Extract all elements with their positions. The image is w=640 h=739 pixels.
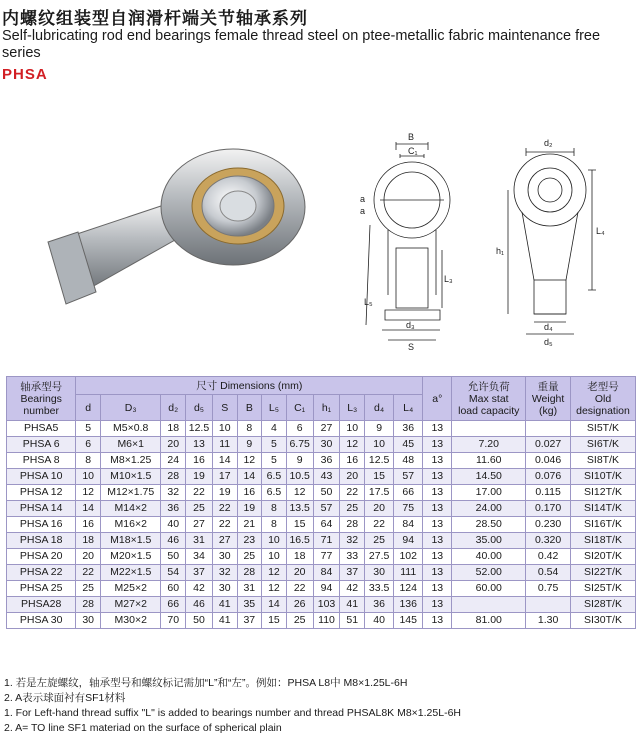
label-d5: d₅ [544,337,553,347]
table-cell: 51 [340,613,365,629]
table-cell: 14 [237,469,262,485]
table-cell: M20×1.5 [101,549,161,565]
table-cell: SI5T/K [570,421,635,437]
table-cell: 13 [423,437,452,453]
table-cell: 25 [76,581,101,597]
table-cell: 0.170 [526,501,571,517]
label-S: S [408,342,415,352]
label-d2: d₂ [544,138,553,148]
table-cell: 20 [76,549,101,565]
table-cell: 19 [237,501,262,517]
table-cell: 46 [161,533,186,549]
table-cell: 84 [313,565,340,581]
table-row [7,453,636,469]
table-cell: 110 [313,613,340,629]
table-cell: 20 [340,469,365,485]
table-cell: 32 [161,485,186,501]
table-cell: 0.54 [526,565,571,581]
table-cell: M30×2 [101,613,161,629]
table-cell: 13 [423,597,452,613]
table-cell: PHSA 6 [7,437,76,453]
label-L4: L₄ [596,226,605,236]
table-cell: 33 [340,549,365,565]
table-cell: 13 [423,533,452,549]
table-cell: M10×1.5 [101,469,161,485]
header-dim-col: S [212,395,237,421]
header-a: a° [423,377,452,421]
table-cell: SI16T/K [570,517,635,533]
table-cell: 5 [76,421,101,437]
table-row [7,421,636,437]
table-cell: SI20T/K [570,549,635,565]
table-cell: 28 [161,469,186,485]
table-cell: 136 [394,597,423,613]
table-cell: 50 [186,613,213,629]
table-cell: 16 [340,453,365,469]
table-cell: 0.42 [526,549,571,565]
note-en-2: 2. A= TO line SF1 materiad on the surface of spherical plain [4,722,282,734]
table-cell [526,421,571,437]
label-a2: a [360,206,366,216]
table-cell: 45 [394,437,423,453]
table-cell: 145 [394,613,423,629]
table-cell: 22 [286,581,313,597]
table-row [7,549,636,565]
table-cell: 18 [76,533,101,549]
header-dim-col: L₅ [262,395,287,421]
table-cell: 43 [313,469,340,485]
table-cell: 10 [262,549,287,565]
header-bearings: 轴承型号 Bearings number [7,377,76,421]
table-cell: SI6T/K [570,437,635,453]
table-cell: 18 [286,549,313,565]
table-row [7,501,636,517]
table-cell: 50 [313,485,340,501]
table-cell: 25 [186,501,213,517]
table-cell: 37 [237,613,262,629]
table-cell: 48 [394,453,423,469]
header-dimensions: 尺寸 Dimensions (mm) [76,377,423,395]
table-cell: PHSA 14 [7,501,76,517]
table-row [7,565,636,581]
notes [4,676,461,736]
table-cell: 4 [262,421,287,437]
table-cell: 54 [161,565,186,581]
table-cell: 25 [237,549,262,565]
table-cell: 40.00 [452,549,526,565]
dimension-drawing [330,130,630,365]
table-cell: 9 [365,421,394,437]
label-d4: d₄ [544,322,553,332]
table-cell: 10.5 [286,469,313,485]
label-h1: h₁ [496,246,505,256]
table-cell: 35 [237,597,262,613]
header-dim-col: L₃ [340,395,365,421]
table-cell: 16 [237,485,262,501]
table-row [7,469,636,485]
table-cell: M8×1.25 [101,453,161,469]
table-cell: 20 [161,437,186,453]
table-cell: 10 [212,421,237,437]
table-cell: 14.50 [452,469,526,485]
table-cell: 26 [286,597,313,613]
table-cell: 16 [76,517,101,533]
table-cell: 12 [76,485,101,501]
table-row [7,597,636,613]
table-cell: 12 [286,485,313,501]
table-cell: 13 [423,421,452,437]
table-cell: 22 [212,501,237,517]
table-cell: 13 [423,613,452,629]
table-row [7,437,636,453]
table-cell: 10 [262,533,287,549]
table-cell: 31 [186,533,213,549]
header-dim-col: L₄ [394,395,423,421]
table-cell [452,421,526,437]
table-cell: 41 [340,597,365,613]
table-cell: 30 [212,549,237,565]
header-dim-col: d₄ [365,395,394,421]
table-cell: 28 [76,597,101,613]
label-d3: d₃ [406,320,415,330]
table-cell: 46 [186,597,213,613]
table-cell: 15 [365,469,394,485]
table-cell: 52.00 [452,565,526,581]
table-cell: PHSA 8 [7,453,76,469]
header-old: 老型号 Old designation [570,377,635,421]
table-cell: 13 [423,453,452,469]
table-cell: 32 [212,565,237,581]
table-cell: PHSA 22 [7,565,76,581]
table-cell: PHSA 25 [7,581,76,597]
table-cell: 124 [394,581,423,597]
table-cell: 17.00 [452,485,526,501]
table-cell: 10 [76,469,101,485]
table-cell: M12×1.75 [101,485,161,501]
table-cell: 20 [286,565,313,581]
table-cell: 10 [340,421,365,437]
header-dim-col: d [76,395,101,421]
table-cell: 12 [262,565,287,581]
table-cell: 13 [423,469,452,485]
table-cell: 37 [186,565,213,581]
table-cell: 33.5 [365,581,394,597]
table-cell: SI10T/K [570,469,635,485]
table-cell: 1.30 [526,613,571,629]
table-cell: 11.60 [452,453,526,469]
header-dim-col: D₃ [101,395,161,421]
header-dim-col: B [237,395,262,421]
table-cell: 8 [76,453,101,469]
rod-end-bearing-photo [38,142,318,332]
table-cell: 50 [161,549,186,565]
table-cell: 36 [394,421,423,437]
table-cell: 0.027 [526,437,571,453]
table-cell: 0.046 [526,453,571,469]
table-cell: 0.076 [526,469,571,485]
table-row [7,581,636,597]
table-cell: 103 [313,597,340,613]
table-cell: SI22T/K [570,565,635,581]
table-cell: 12.5 [186,421,213,437]
table-cell: 9 [237,437,262,453]
table-cell: 57 [313,501,340,517]
table-cell: 64 [313,517,340,533]
table-cell: 16.5 [286,533,313,549]
table-cell: 102 [394,549,423,565]
table-cell: 31 [237,581,262,597]
table-cell: 94 [394,533,423,549]
table-cell: PHSA28 [7,597,76,613]
table-cell: PHSA 30 [7,613,76,629]
table-cell: 6 [76,437,101,453]
table-cell: 12 [262,581,287,597]
table-cell: 12 [237,453,262,469]
table-cell: M16×2 [101,517,161,533]
table-cell: 0.115 [526,485,571,501]
note-cn-1: 1. 若是左旋螺纹，轴承型号和螺纹标记需加“L”和“左”。例如：PHSA L8中 M8×1.25L-6H [4,677,408,689]
table-cell: 75 [394,501,423,517]
table-cell: 5 [262,453,287,469]
table-cell: 60 [161,581,186,597]
table-cell: SI30T/K [570,613,635,629]
table-cell: 0.230 [526,517,571,533]
table-cell: SI28T/K [570,597,635,613]
table-cell: SI8T/K [570,453,635,469]
table-cell: 0.75 [526,581,571,597]
table-cell: 13 [423,485,452,501]
header-dim-col: C₁ [286,395,313,421]
table-cell: 28 [237,565,262,581]
table-cell: PHSA 20 [7,549,76,565]
table-cell: 41 [212,613,237,629]
header-weight: 重量 Weight (kg) [526,377,571,421]
table-cell: 13 [423,517,452,533]
table-cell: M6×1 [101,437,161,453]
table-cell: 8 [262,501,287,517]
table-cell: 13 [423,581,452,597]
table-cell: 81.00 [452,613,526,629]
table-cell: PHSA 12 [7,485,76,501]
table-cell: 11 [212,437,237,453]
table-cell: 30 [212,581,237,597]
table-cell: 42 [186,581,213,597]
table-cell: 30 [365,565,394,581]
table-cell: M25×2 [101,581,161,597]
table-cell: 14 [262,597,287,613]
table-cell: 25 [340,501,365,517]
table-cell: 6.75 [286,437,313,453]
table-cell: M22×1.5 [101,565,161,581]
table-cell: 36 [161,501,186,517]
note-cn-2: 2. A表示球面衬有SF1材料 [4,692,126,704]
header-dim-col: d₂ [161,395,186,421]
table-cell: 17 [212,469,237,485]
table-cell: PHSA 16 [7,517,76,533]
table-cell: PHSA5 [7,421,76,437]
table-cell: 66 [394,485,423,501]
table-cell: 27 [313,421,340,437]
table-cell: 25 [286,613,313,629]
table-row [7,485,636,501]
table-cell: SI12T/K [570,485,635,501]
header-dim-col: d₅ [186,395,213,421]
table-cell: 30 [76,613,101,629]
table-cell: SI18T/K [570,533,635,549]
table-cell: 7.20 [452,437,526,453]
table-cell: 23 [237,533,262,549]
table-cell: 41 [212,597,237,613]
table-cell: 77 [313,549,340,565]
table-cell: 22 [186,485,213,501]
table-cell: 13 [423,549,452,565]
table-cell: 34 [186,549,213,565]
header-load: 允许负荷 Max stat load capacity [452,377,526,421]
model-code: PHSA [2,66,48,83]
title-english: Self-lubricating rod end bearings female thread steel on ptee-metallic fabric maintenance free series [2,28,601,61]
table-cell: SI25T/K [570,581,635,597]
table-cell: 0.320 [526,533,571,549]
table-cell: 40 [365,613,394,629]
table-cell: 18 [161,421,186,437]
table-cell: PHSA 18 [7,533,76,549]
table-cell: M27×2 [101,597,161,613]
table-cell: 22 [212,517,237,533]
table-cell: 13 [186,437,213,453]
table-cell: 13 [423,565,452,581]
table-cell: 66 [161,597,186,613]
table-cell: 15 [262,613,287,629]
table-cell: 6.5 [262,469,287,485]
table-cell: 24 [161,453,186,469]
table-cell: 20 [365,501,394,517]
table-cell: 84 [394,517,423,533]
table-cell: 24.00 [452,501,526,517]
label-C1: C₁ [408,146,418,156]
table-cell: 25 [365,533,394,549]
table-cell: 37 [340,565,365,581]
table-cell: 22 [365,517,394,533]
table-cell: 35.00 [452,533,526,549]
table-cell: 57 [394,469,423,485]
table-cell: 14 [76,501,101,517]
table-cell: 21 [237,517,262,533]
table-cell: 17.5 [365,485,394,501]
table-cell: 40 [161,517,186,533]
table-row [7,613,636,629]
table-cell: M14×2 [101,501,161,517]
bearing-spec-table [6,376,636,629]
label-B: B [408,132,415,142]
table-cell: 32 [340,533,365,549]
label-a: a [360,194,366,204]
table-cell: 12 [340,437,365,453]
table-cell: 8 [262,517,287,533]
table-cell: 27 [186,517,213,533]
table-cell: 9 [286,453,313,469]
table-cell: 94 [313,581,340,597]
table-cell: 70 [161,613,186,629]
table-cell: 22 [340,485,365,501]
table-cell: 13.5 [286,501,313,517]
table-cell: 6.5 [262,485,287,501]
table-row [7,517,636,533]
table-cell: 28.50 [452,517,526,533]
table-cell: 8 [237,421,262,437]
table-cell: M5×0.8 [101,421,161,437]
table-cell: 36 [365,597,394,613]
label-L3: L₃ [444,274,453,284]
table-cell: 5 [262,437,287,453]
table-cell: 14 [212,453,237,469]
table-cell: PHSA 10 [7,469,76,485]
table-cell: 36 [313,453,340,469]
table-cell: 13 [423,501,452,517]
table-cell: 15 [286,517,313,533]
table-cell: SI14T/K [570,501,635,517]
table-cell: 30 [313,437,340,453]
table-cell: 12.5 [365,453,394,469]
table-cell: 71 [313,533,340,549]
table-row [7,533,636,549]
table-cell: 42 [340,581,365,597]
note-en-1: 1. For Left-hand thread suffix "L" is added to bearings number and thread PHSAL8K M8×1.25L-6H [4,707,461,719]
table-cell: 19 [212,485,237,501]
table-cell: 22 [76,565,101,581]
table-cell: 16 [186,453,213,469]
table-cell: 60.00 [452,581,526,597]
table-cell: M18×1.5 [101,533,161,549]
table-cell [452,597,526,613]
label-L5: L₅ [364,297,373,307]
title-chinese: 内螺纹组装型自润滑杆端关节轴承系列 [2,9,308,28]
table-cell: 28 [340,517,365,533]
table-cell: 19 [186,469,213,485]
table-cell [526,597,571,613]
table-cell: 10 [365,437,394,453]
table-cell: 27.5 [365,549,394,565]
table-cell: 6 [286,421,313,437]
table-cell: 27 [212,533,237,549]
header-dim-col: h₁ [313,395,340,421]
table-cell: 111 [394,565,423,581]
